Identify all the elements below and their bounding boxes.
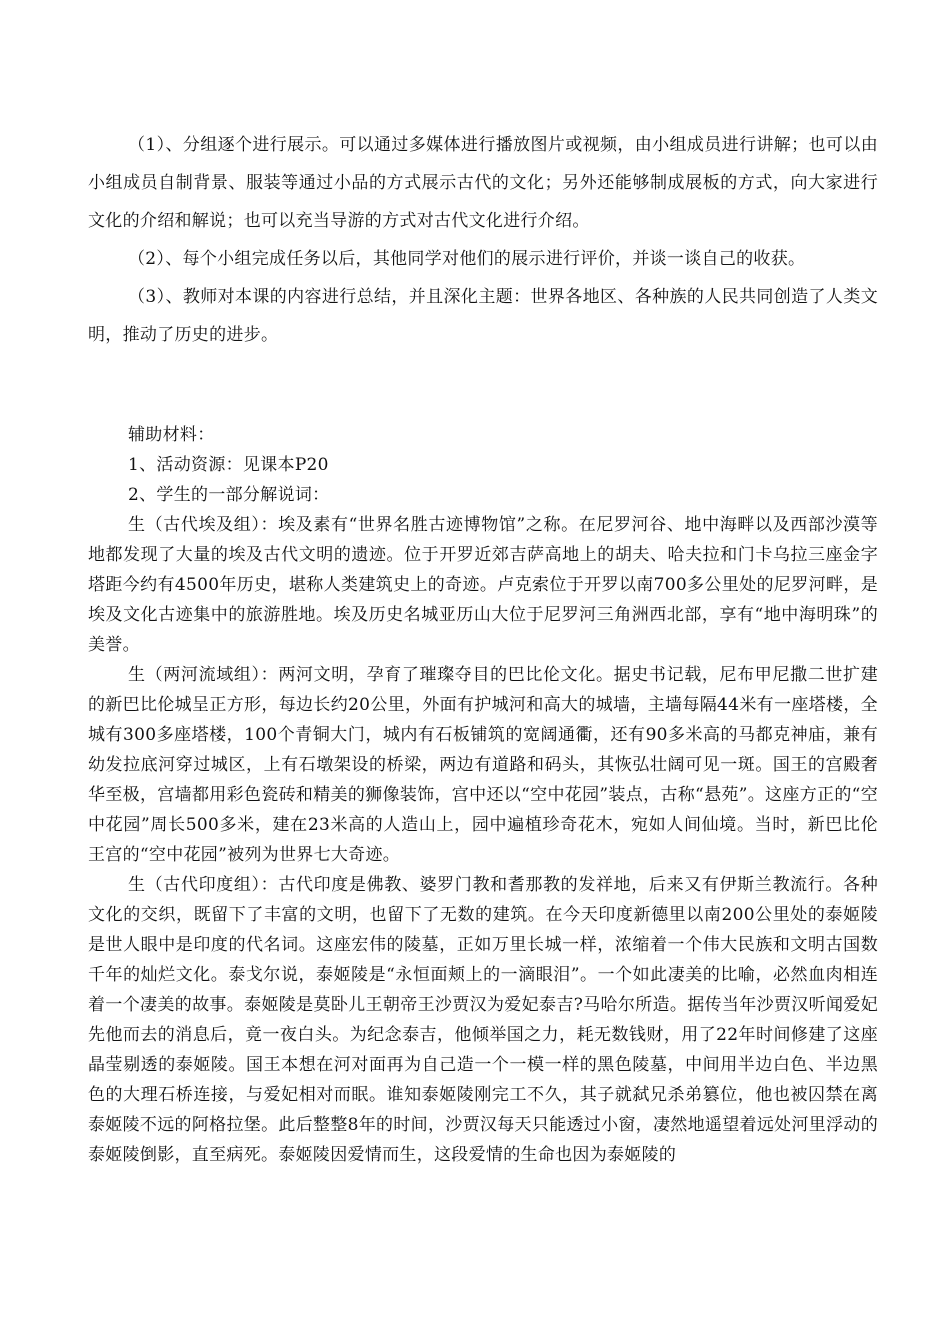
mesopotamia-paragraph: 生（两河流域组）：两河文明，孕育了璀璨夺目的巴比伦文化。据史书记载，尼布甲尼撒二世扩建的新巴比伦城呈正方形，每边长约20公里，外面有护城河和高大的城墙，主墙每隔44米有一座塔楼，全城有300多座塔楼，100个青铜大门，城内有石板铺筑的宽阔通衢，还有90多米高的马都克神庙，兼有幼发拉底河穿过城区，上有石墩架设的桥梁，两边有道路和码头，其恢弘壮阔可见一斑。国王的宫殿奢华至极，宫墙都用彩色瓷砖和精美的狮像装饰，宫中还以“空中花园”装点，古称“悬苑”。这座方正的“空中花园”周长500多米，建在23米高的人造山上，园中遍植珍奇花木，宛如人间仙境。当时，新巴比伦王宫的“空中花园”被列为世界七大奇迹。 xyxy=(88,665,878,865)
section-gap xyxy=(88,354,878,420)
auxiliary-materials xyxy=(88,420,878,1170)
aux-item-1: 1、活动资源：见课本P20 xyxy=(128,455,329,475)
india-paragraph: 生（古代印度组）：古代印度是佛教、婆罗门教和耆那教的发祥地，后来又有伊斯兰教流行。各种文化的交织，既留下了丰富的文明，也留下了无数的建筑。在今天印度新德里以南200公里处的泰姬陵是世人眼中是印度的代名词。这座宏伟的陵墓，正如万里长城一样，浓缩着一个伟大民族和文明古国数千年的灿烂文化。泰戈尔说，泰姬陵是“永恒面颊上的一滴眼泪”。一个如此凄美的比喻，必然血肉相连着一个凄美的故事。泰姬陵是莫卧儿王朝帝王沙贾汉为爱妃泰吉?马哈尔所造。据传当年沙贾汉听闻爱妃先他而去的消息后，竟一夜白头。为纪念泰吉，他倾举国之力，耗无数钱财，用了22年时间修建了这座晶莹剔透的泰姬陵。国王本想在河对面再为自己造一个一模一样的黑色陵墓，中间用半边白色、半边黑色的大理石桥连接，与爱妃相对而眠。谁知泰姬陵刚完工不久，其子就弑兄杀弟篡位，他也被囚禁在离泰姬陵不远的阿格拉堡。此后整整8年的时间，沙贾汉每天只能透过小窗，凄然地遥望着远处河里浮动的泰姬陵倒影，直至病死。泰姬陵因爱情而生，这段爱情的生命也因为泰姬陵的 xyxy=(88,875,878,1165)
activity-steps xyxy=(88,126,878,354)
step-2: （2）、每个小组完成任务以后，其他同学对他们的展示进行评价，并谈一谈自己的收获。 xyxy=(128,249,806,269)
aux-heading: 辅助材料： xyxy=(128,425,215,445)
step-1: （1）、分组逐个进行展示。可以通过多媒体进行播放图片或视频，由小组成员进行讲解；也可以由小组成员自制背景、服装等通过小品的方式展示古代的文化；另外还能够制成展板的方式，向大家进行文化的介绍和解说；也可以充当导游的方式对古代文化进行介绍。 xyxy=(88,135,878,231)
document-page xyxy=(88,126,878,1170)
aux-item-2: 2、学生的一部分解说词： xyxy=(128,485,330,505)
egypt-paragraph: 生（古代埃及组）：埃及素有“世界名胜古迹博物馆”之称。在尼罗河谷、地中海畔以及西部沙漠等地都发现了大量的埃及古代文明的遗迹。位于开罗近郊吉萨高地上的胡夫、哈夫拉和门卡乌拉三座金字塔距今约有4500年历史，堪称人类建筑史上的奇迹。卢克索位于开罗以南700多公里处的尼罗河畔，是埃及文化古迹集中的旅游胜地。埃及历史名城亚历山大位于尼罗河三角洲西北部，享有“地中海明珠”的美誉。 xyxy=(88,515,878,655)
step-3: （3）、教师对本课的内容进行总结，并且深化主题：世界各地区、各种族的人民共同创造了人类文明，推动了历史的进步。 xyxy=(88,287,878,345)
